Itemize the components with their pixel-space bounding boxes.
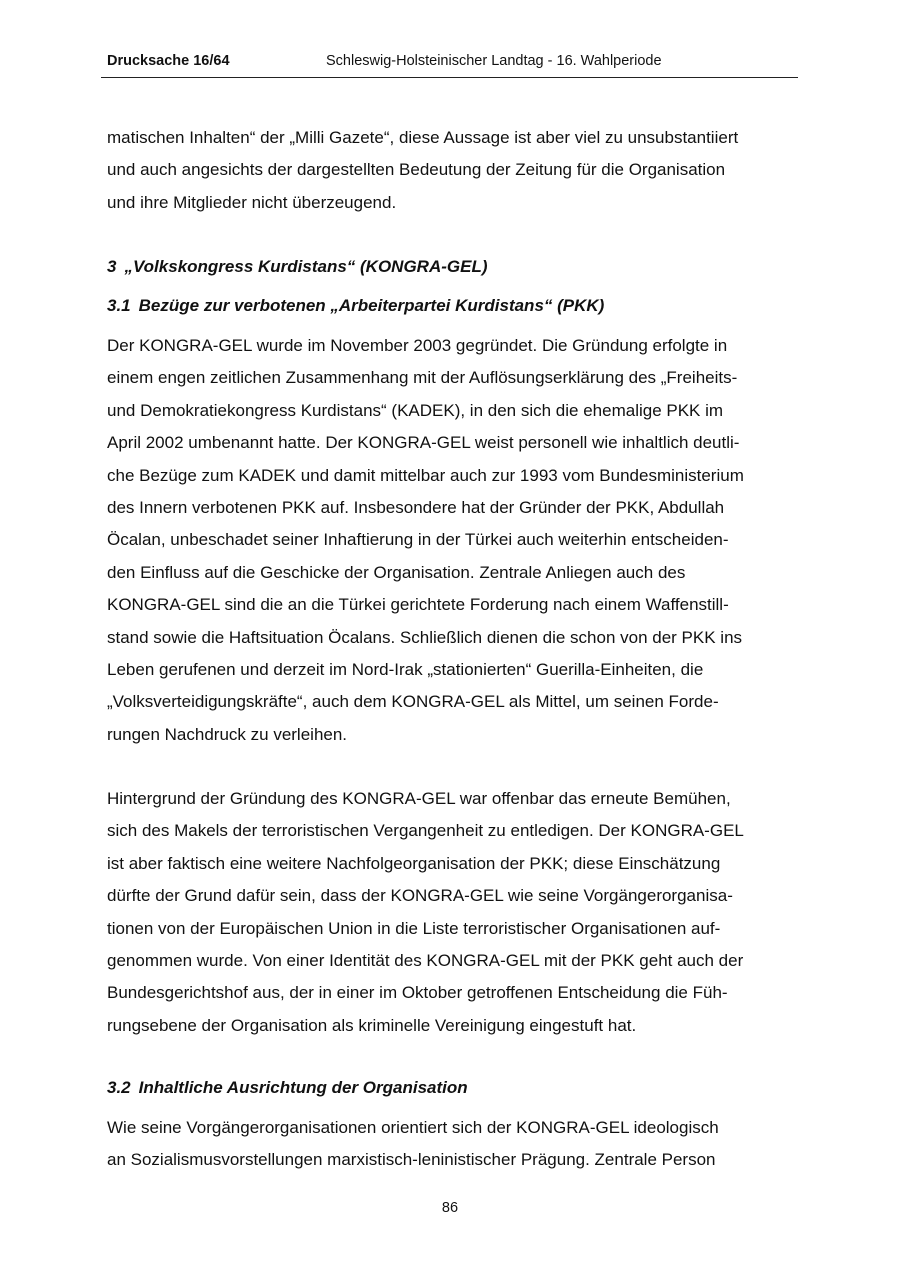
text-line: Hintergrund der Gründung des KONGRA-GEL war offenbar das erneute Bemühen, — [107, 789, 731, 808]
section-3-2-heading — [107, 1077, 468, 1099]
text-line: genommen wurde. Von einer Identität des KONGRA-GEL mit der PKK geht auch der — [107, 951, 744, 971]
text-line: tionen von der Europäischen Union in die Liste terroristischer Organisationen auf- — [107, 918, 721, 938]
text-line: Der KONGRA-GEL wurde im November 2003 gegründet. Die Gründung erfolgte in — [107, 336, 728, 355]
section-number: 3.2 — [107, 1078, 131, 1097]
text-line: des Innern verbotenen PKK auf. Insbesondere hat der Gründer der PKK, Abdullah — [107, 498, 725, 518]
section-3-1-paragraph-2 — [107, 783, 807, 1042]
section-3-1-paragraph-1 — [107, 330, 807, 751]
section-number: 3.1 — [107, 296, 131, 315]
text-line: rungsebene der Organisation als kriminelle Vereinigung eingestuft hat. — [107, 1015, 637, 1035]
header-divider — [101, 77, 798, 78]
text-line: ist aber faktisch eine weitere Nachfolgeorganisation der PKK; diese Einschätzung — [107, 853, 721, 873]
page-number: 86 — [441, 1200, 459, 1216]
section-number: 3 — [107, 257, 117, 276]
text-line: April 2002 umbenannt hatte. Der KONGRA-GEL weist personell wie inhaltlich deutli- — [107, 433, 740, 453]
text-line: che Bezüge zum KADEK und damit mittelbar auch zur 1993 vom Bundesministerium — [107, 465, 744, 485]
section-title: Bezüge zur verbotenen „Arbeiterpartei Kurdistans“ (PKK) — [138, 296, 605, 315]
text-line: dürfte der Grund dafür sein, dass der KONGRA-GEL wie seine Vorgängerorganisa- — [107, 886, 733, 906]
section-title: „Volkskongress Kurdistans“ (KONGRA-GEL) — [124, 257, 488, 276]
section-3-1-heading — [107, 295, 604, 317]
text-line: den Einfluss auf die Geschicke der Organisation. Zentrale Anliegen auch des — [107, 562, 686, 582]
text-line: einem engen zeitlichen Zusammenhang mit der Auflösungserklärung des „Freiheits- — [107, 368, 738, 388]
document-number: Drucksache 16/64 — [107, 53, 230, 69]
text-line: an Sozialismusvorstellungen marxistisch-leninistischer Prägung. Zentrale Person — [107, 1150, 716, 1170]
text-line: und ihre Mitglieder nicht überzeugend. — [107, 192, 397, 212]
section-title: Inhaltliche Ausrichtung der Organisation — [138, 1078, 468, 1097]
text-line: matischen Inhalten“ der „Milli Gazete“, diese Aussage ist aber viel zu unsubstantiiert — [107, 128, 739, 147]
text-line: stand sowie die Haftsituation Öcalans. Schließlich dienen die schon von der PKK ins — [107, 627, 743, 647]
text-line: Leben gerufenen und derzeit im Nord-Irak „stationierten“ Guerilla-Einheiten, die — [107, 660, 704, 680]
text-line: Bundesgerichtshof aus, der in einer im Oktober getroffenen Entscheidung die Füh- — [107, 983, 728, 1003]
text-line: „Volksverteidigungskräfte“, auch dem KONGRA-GEL als Mittel, um seinen Forde- — [107, 692, 719, 712]
text-line: rungen Nachdruck zu verleihen. — [107, 724, 348, 744]
parliament-title: Schleswig-Holsteinischer Landtag - 16. Wahlperiode — [326, 53, 662, 69]
intro-paragraph — [107, 122, 807, 219]
text-line: sich des Makels der terroristischen Vergangenheit zu entledigen. Der KONGRA-GEL — [107, 821, 744, 841]
text-line: und Demokratiekongress Kurdistans“ (KADEK), in den sich die ehemalige PKK im — [107, 400, 724, 420]
section-3-heading — [107, 256, 488, 278]
text-line: Öcalan, unbeschadet seiner Inhaftierung in der Türkei auch weiterhin entscheiden- — [107, 530, 729, 550]
text-line: KONGRA-GEL sind die an die Türkei gerichtete Forderung nach einem Waffenstill- — [107, 595, 729, 615]
section-3-2-paragraph — [107, 1112, 807, 1177]
text-line: Wie seine Vorgängerorganisationen orientiert sich der KONGRA-GEL ideologisch — [107, 1118, 719, 1137]
text-line: und auch angesichts der dargestellten Bedeutung der Zeitung für die Organisation — [107, 160, 726, 180]
